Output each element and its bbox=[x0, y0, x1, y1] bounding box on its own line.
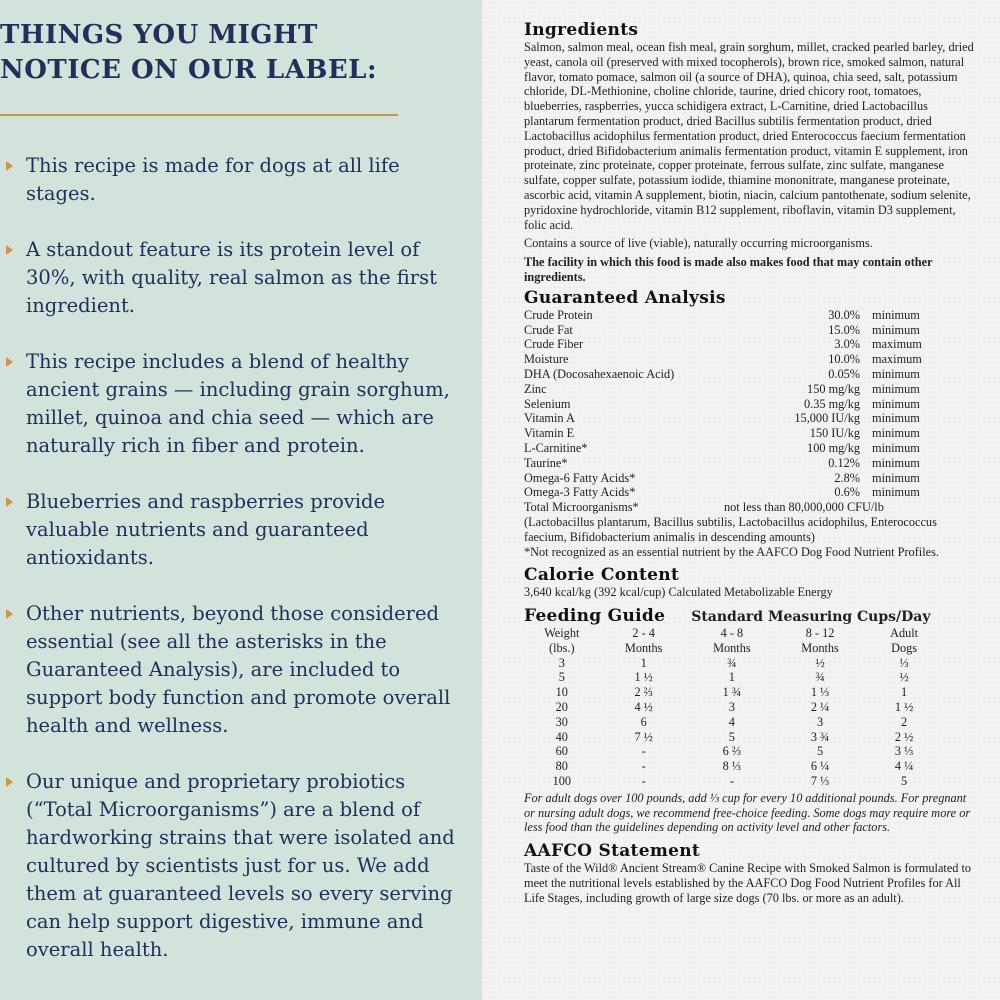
analysis-row bbox=[524, 485, 976, 500]
feeding-row bbox=[524, 700, 944, 715]
info-panel bbox=[0, 0, 482, 1000]
analysis-title: Guaranteed Analysis bbox=[524, 287, 726, 308]
feeding-cell: ⅓ bbox=[899, 655, 909, 670]
feeding-row bbox=[524, 685, 944, 700]
feeding-cell: 2 ⅔ bbox=[634, 685, 653, 700]
analysis-qualifier: maximum bbox=[872, 337, 922, 352]
analysis-row bbox=[524, 426, 976, 441]
analysis-name: Total Microorganisms* bbox=[524, 500, 639, 515]
feeding-row bbox=[524, 715, 944, 730]
analysis-name: Crude Fat bbox=[524, 322, 573, 337]
analysis-qualifier: minimum bbox=[872, 396, 920, 411]
arrow-bullet-icon bbox=[6, 357, 13, 367]
feature-text: Other nutrients, beyond those considered essential (see all the asterisks in the Guaranteed Analysis), are included to support body function and promote overall health and wellness. bbox=[26, 602, 451, 737]
feeding-table bbox=[524, 626, 944, 789]
feeding-column-header: 2 - 4 bbox=[632, 626, 655, 641]
headline-line-2: NOTICE ON OUR LABEL: bbox=[0, 55, 378, 85]
analysis-name: Taurine* bbox=[524, 455, 568, 470]
feeding-cell: 4 bbox=[728, 714, 735, 729]
feature-item bbox=[0, 488, 470, 572]
feeding-cell: 10 bbox=[555, 685, 568, 700]
feeding-column-header: Dogs bbox=[891, 640, 918, 655]
feeding-column-header: Weight bbox=[544, 626, 580, 641]
feeding-header-row bbox=[524, 626, 944, 641]
feeding-cell: 6 ⅔ bbox=[722, 744, 742, 759]
analysis-qualifier: minimum bbox=[872, 485, 920, 500]
feeding-cell: - bbox=[641, 744, 646, 759]
analysis-value: 150 mg/kg bbox=[807, 381, 860, 396]
analysis-qualifier: minimum bbox=[872, 307, 920, 322]
feeding-row bbox=[524, 656, 944, 671]
feeding-row bbox=[524, 744, 944, 759]
feeding-cell: 2 bbox=[901, 714, 908, 729]
feeding-cell: 1 ½ bbox=[634, 670, 653, 685]
analysis-qualifier: minimum bbox=[872, 426, 920, 441]
feeding-cell: 60 bbox=[555, 744, 568, 759]
ingredients-title: Ingredients bbox=[524, 20, 639, 40]
analysis-qualifier: minimum bbox=[872, 381, 920, 396]
feeding-subtitle: Standard Measuring Cups/Day bbox=[691, 609, 931, 626]
feeding-cell: 100 bbox=[552, 774, 572, 789]
analysis-value: 0.6% bbox=[834, 485, 860, 500]
feeding-cell: - bbox=[641, 774, 646, 789]
feeding-cell: ½ bbox=[815, 655, 825, 670]
feeding-cell: 5 bbox=[728, 729, 735, 744]
analysis-row bbox=[524, 367, 976, 382]
feeding-cell: - bbox=[641, 759, 646, 774]
analysis-name: Vitamin E bbox=[524, 426, 575, 441]
analysis-table bbox=[524, 308, 976, 500]
feature-text: Our unique and proprietary probiotics (“Total Microorganisms”) are a blend of hardworking strains that were isolated and cultured by scientists just for us. We add them at guaranteed levels so every serving can help support digestive, immune and overall health. bbox=[26, 770, 455, 961]
feeding-cell: 5 bbox=[816, 744, 824, 759]
feature-item bbox=[0, 236, 470, 320]
feeding-column-header: Months bbox=[713, 640, 751, 655]
analysis-name: Selenium bbox=[524, 396, 571, 411]
feeding-title: Feeding Guide bbox=[524, 606, 666, 627]
headline-line-1: THINGS YOU MIGHT bbox=[0, 20, 318, 50]
feeding-cell: 3 ⅓ bbox=[894, 744, 914, 759]
headline-divider bbox=[0, 114, 398, 116]
feeding-cell: 7 ⅓ bbox=[810, 774, 830, 789]
feeding-cell: 1 ⅓ bbox=[810, 685, 830, 700]
analysis-qualifier: minimum bbox=[872, 366, 920, 381]
feeding-column-header: 8 - 12 bbox=[805, 626, 835, 641]
analysis-value: 100 mg/kg bbox=[807, 440, 860, 455]
analysis-qualifier: minimum bbox=[872, 470, 920, 485]
feeding-column-header: Months bbox=[801, 640, 839, 655]
feeding-cell: 20 bbox=[555, 700, 568, 715]
feeding-note: For adult dogs over 100 pounds, add ⅓ cup for every 10 additional pounds. For pregnant or nursing adult dogs, we recommend free-choice feeding. Some dogs may require more or less food than the guidelines depending on activity level and other factors. bbox=[524, 790, 971, 835]
analysis-value: 0.35 mg/kg bbox=[803, 396, 860, 411]
arrow-bullet-icon bbox=[6, 497, 13, 507]
analysis-qualifier: minimum bbox=[872, 440, 920, 455]
feeding-header bbox=[524, 606, 976, 626]
feeding-row bbox=[524, 670, 944, 685]
feeding-cell: 3 bbox=[728, 700, 735, 715]
feature-list bbox=[0, 152, 470, 992]
feeding-cell: 5 bbox=[558, 670, 565, 685]
analysis-row bbox=[524, 471, 976, 486]
analysis-value: 0.12% bbox=[828, 455, 860, 470]
feeding-cell: 2 ½ bbox=[894, 729, 914, 744]
feeding-cell: 1 bbox=[728, 670, 735, 685]
arrow-bullet-icon bbox=[6, 161, 13, 171]
feeding-cell: ¾ bbox=[815, 670, 825, 685]
analysis-row bbox=[524, 382, 976, 397]
analysis-name: Crude Protein bbox=[524, 307, 593, 322]
analysis-value: 30.0% bbox=[828, 307, 860, 322]
feeding-cell: 5 bbox=[901, 774, 908, 789]
analysis-qualifier: maximum bbox=[872, 352, 922, 367]
analysis-row bbox=[524, 411, 976, 426]
feeding-cell: 6 bbox=[640, 714, 647, 729]
analysis-name: Moisture bbox=[524, 352, 569, 367]
analysis-row bbox=[524, 337, 976, 352]
analysis-row bbox=[524, 456, 976, 471]
analysis-row bbox=[524, 308, 976, 323]
feeding-cell: 40 bbox=[555, 729, 568, 744]
analysis-value: 2.8% bbox=[834, 470, 860, 485]
analysis-value: 150 IU/kg bbox=[809, 426, 860, 441]
feeding-row bbox=[524, 759, 944, 774]
feeding-cell: ¾ bbox=[727, 655, 737, 670]
feeding-header-row bbox=[524, 641, 944, 656]
feeding-cell: 2 ¼ bbox=[810, 700, 830, 715]
feeding-cell: ½ bbox=[899, 670, 909, 685]
feeding-cell: 80 bbox=[555, 759, 568, 774]
analysis-qualifier: minimum bbox=[872, 322, 920, 337]
feeding-cell: 8 ⅓ bbox=[722, 759, 742, 774]
feeding-cell: 3 bbox=[558, 655, 565, 670]
feeding-column-header: 4 - 8 bbox=[720, 626, 744, 641]
arrow-bullet-icon bbox=[6, 609, 13, 619]
analysis-name: Omega-6 Fatty Acids* bbox=[524, 470, 636, 485]
analysis-row bbox=[524, 323, 976, 338]
feeding-cell: 1 ½ bbox=[894, 700, 914, 715]
feature-item bbox=[0, 600, 470, 740]
product-label bbox=[524, 20, 976, 906]
feeding-cell: 4 ½ bbox=[634, 700, 653, 715]
feeding-row bbox=[524, 774, 944, 789]
feature-item bbox=[0, 348, 470, 460]
feeding-cell: 1 bbox=[901, 685, 908, 700]
live-microorganisms-note: Contains a source of live (viable), naturally occurring microorganisms. bbox=[524, 236, 873, 251]
panel-headline bbox=[0, 18, 470, 88]
analysis-footnote: *Not recognized as an essential nutrient by the AAFCO Dog Food Nutrient Profiles. bbox=[524, 544, 939, 559]
analysis-value: 15,000 IU/kg bbox=[794, 411, 860, 426]
feeding-cell: - bbox=[729, 774, 734, 789]
feature-text: This recipe is made for dogs at all life stages. bbox=[26, 154, 400, 205]
feature-item bbox=[0, 152, 470, 208]
feeding-column-header: Months bbox=[624, 640, 663, 655]
feeding-column-header: (lbs.) bbox=[548, 640, 575, 655]
feeding-cell: 1 bbox=[640, 655, 647, 670]
feeding-row bbox=[524, 730, 944, 745]
feature-text: Blueberries and raspberries provide valuable nutrients and guaranteed antioxidants. bbox=[26, 490, 386, 569]
analysis-row bbox=[524, 500, 976, 515]
analysis-name: L-Carnitine* bbox=[524, 440, 588, 455]
analysis-value: not less than 80,000,000 CFU/lb bbox=[724, 500, 884, 515]
analysis-row bbox=[524, 352, 976, 367]
aafco-title: AAFCO Statement bbox=[524, 841, 701, 862]
analysis-name: DHA (Docosahexaenoic Acid) bbox=[524, 366, 675, 381]
analysis-value: 10.0% bbox=[828, 352, 860, 367]
arrow-bullet-icon bbox=[6, 777, 13, 787]
calorie-text: 3,640 kcal/kg (392 kcal/cup) Calculated Metabolizable Energy bbox=[524, 585, 833, 600]
feeding-cell: 30 bbox=[555, 714, 568, 729]
analysis-row bbox=[524, 397, 976, 412]
feature-text: A standout feature is its protein level of 30%, with quality, real salmon as the first ingredient. bbox=[26, 238, 437, 317]
feeding-cell: 4 ¼ bbox=[894, 759, 914, 774]
feature-text: This recipe includes a blend of healthy ancient grains — including grain sorghum, millet, quinoa and chia seed — which are naturally rich in fiber and protein. bbox=[26, 350, 450, 457]
microorganism-strains: (Lactobacillus plantarum, Bacillus subtilis, Lactobacillus acidophilus, Enterococcus faecium, Bifidobacterium animalis in descending amounts) bbox=[524, 514, 937, 544]
analysis-row bbox=[524, 441, 976, 456]
feeding-cell: 6 ¼ bbox=[810, 759, 830, 774]
analysis-qualifier: minimum bbox=[872, 411, 920, 426]
analysis-value: 0.05% bbox=[828, 366, 860, 381]
feeding-cell: 7 ½ bbox=[634, 729, 653, 744]
feeding-cell: 3 ¾ bbox=[810, 729, 830, 744]
analysis-value: 15.0% bbox=[828, 322, 860, 337]
feeding-column-header: Adult bbox=[890, 626, 919, 641]
analysis-name: Crude Fiber bbox=[524, 337, 584, 352]
analysis-name: Omega-3 Fatty Acids* bbox=[524, 485, 636, 500]
feeding-cell: 3 bbox=[816, 714, 824, 729]
analysis-name: Vitamin A bbox=[524, 411, 575, 426]
feature-item bbox=[0, 768, 470, 964]
calorie-title: Calorie Content bbox=[524, 565, 680, 586]
facility-note: The facility in which this food is made also makes food that may contain other ingredients. bbox=[524, 255, 933, 284]
analysis-name: Zinc bbox=[524, 381, 547, 396]
analysis-qualifier: minimum bbox=[872, 455, 920, 470]
aafco-text: Taste of the Wild® Ancient Stream® Canine Recipe with Smoked Salmon is formulated to meet the nutritional levels established by the AAFCO Dog Food Nutrient Profiles for All Life Stages, including growth of large size dogs (70 lbs. or more as an adult). bbox=[524, 861, 972, 905]
ingredients-text: Salmon, salmon meal, ocean fish meal, grain sorghum, millet, cracked pearled barley, dried yeast, canola oil (preserved with mixed tocopherols), brown rice, smoked salmon, natural flavor, tomato pomace, salmon oil (a source of DHA), quinoa, chia seed, salt, potassium chloride, DL-Methionine, choline chloride, taurine, dried chicory root, tomatoes, blueberries, raspberries, yucca schidigera extract, L-Carnitine, dried Lactobacillus plantarum fermentation product, dried Bacillus subtilis fermentation product, dried Lactobacillus acidophilus fermentation product, dried Enterococcus faecium fermentation product, dried Bifidobacterium animalis fermentation product, vitamin E supplement, iron proteinate, zinc proteinate, copper proteinate, ferrous sulfate, zinc sulfate, manganese sulfate, copper sulfate, potassium iodide, thiamine mononitrate, manganese proteinate, ascorbic acid, vitamin A supplement, biotin, niacin, calcium pantothenate, sodium selenite, pyridoxine hydrochloride, vitamin B12 supplement, riboflavin, vitamin D3 supplement, folic acid. bbox=[524, 40, 974, 232]
arrow-bullet-icon bbox=[6, 245, 13, 255]
analysis-value: 3.0% bbox=[834, 337, 860, 352]
feeding-cell: 1 ¾ bbox=[722, 685, 742, 700]
